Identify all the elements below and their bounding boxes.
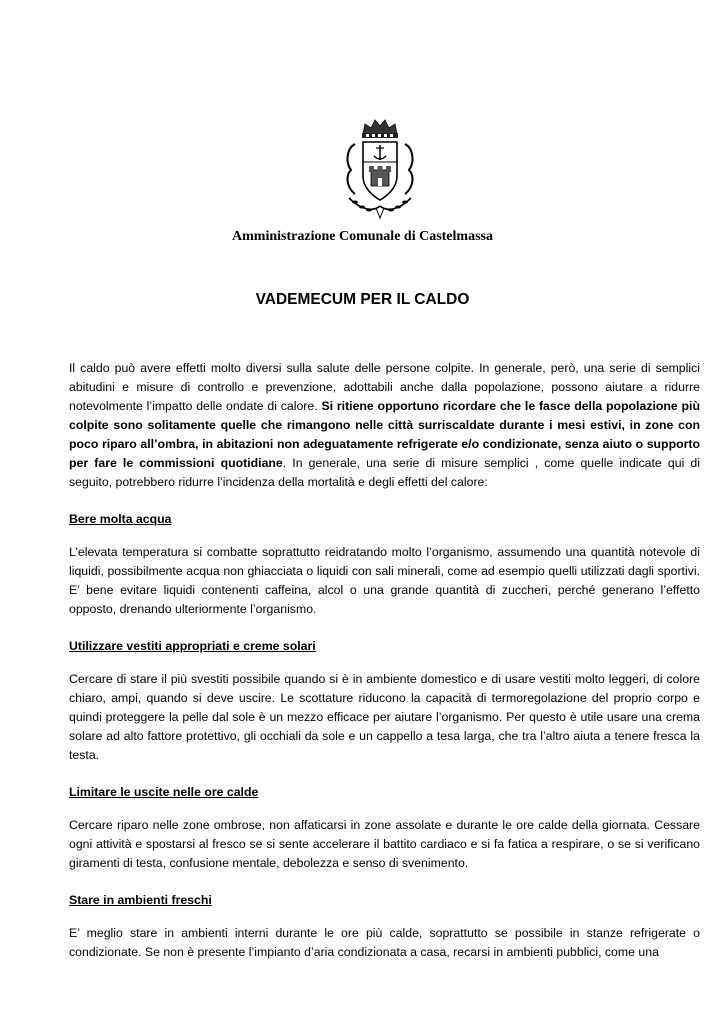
section-text-hot-hours: Cercare riparo nelle zone ombrose, non affaticarsi in zone assolate e durante le ore calde della giornata. Cessare ogni attività e spostarsi al fresco se si sente accelerare il battito cardiaco e si fa fatica a respirare, o se si verificano giramenti di testa, confusione mentale, debolezza e senso di svenimento. <box>69 818 700 870</box>
intro-text-part2: . In generale, una serie di misure semplici , come quelle indicate qui di seguito, potrebbero ridurre l’incidenza della mortalità e degli effetti del calore: <box>69 456 700 489</box>
municipal-coat-of-arms-icon <box>335 114 425 220</box>
intro-paragraph <box>69 359 700 492</box>
administration-name: Amministrazione Comunale di Castelmassa <box>232 229 493 244</box>
intro-text-part1: Il caldo può avere effetti molto diversi sulla salute delle persone colpite. In generale, però, una serie di semplici abitudini e misure di controllo e prevenzione, adottabili anche dalla popolazione, possono aiutare a ridurre notevolmente l’impatto delle ondate di calore. <box>69 361 700 413</box>
document-body <box>69 359 700 962</box>
section-heading-clothing: Utilizzare vestiti appropriati e creme solari <box>69 639 316 653</box>
section-heading-cool-places: Stare in ambienti freschi <box>69 893 212 907</box>
section-text-clothing: Cercare di stare il più svestiti possibile quando si è in ambiente domestico e di usare vestiti molto leggeri, di colore chiaro, ampi, quando si deve uscire. Le scottature riducono la capacità di termoregolazione del proprio corpo e quindi proteggere la pelle dal sole è un mezzo efficace per aiutare l’organismo. Per questo è utile usare una crema solare ad alto fattore protettivo, gli occhiali da sole e un cappello a tesa larga, che tra l’altro aiuta a tenere fresca la testa. <box>69 672 700 762</box>
section-heading-water: Bere molta acqua <box>69 512 172 526</box>
document-title: VADEMECUM PER IL CALDO <box>255 291 470 308</box>
section-text-water: L’elevata temperatura si combatte soprattutto reidratando molto l’organismo, assumendo una quantità notevole di liquidi, possibilmente acqua non ghiacciata o liquidi con sali minerali, come ad esempio quelli utilizzati dagli sportivi. E’ bene evitare liquidi contenenti caffeina, alcol o una grande quantità di zuccheri, perché generano l’effetto opposto, drenando ulteriormente l’organismo. <box>69 545 700 616</box>
intro-text-bold: Si ritiene opportuno ricordare che le fasce della popolazione più colpite sono solitamente quelle che rimangono nelle città surriscaldate durante i mesi estivi, in zone con poco riparo all’ombra, in abitazioni non adeguatamente refrigerate e/o condizionate, senza aiuto o supporto per fare le commissioni quotidiane <box>69 399 700 470</box>
section-heading-hot-hours: Limitare le uscite nelle ore calde <box>69 785 259 799</box>
section-text-cool-places: E’ meglio stare in ambienti interni durante le ore più calde, soprattutto se possibile in stanze refrigerate o condizionate. Se non è presente l’impianto d’aria condizionata a casa, recarsi in ambienti pubblici, come una <box>69 926 700 959</box>
